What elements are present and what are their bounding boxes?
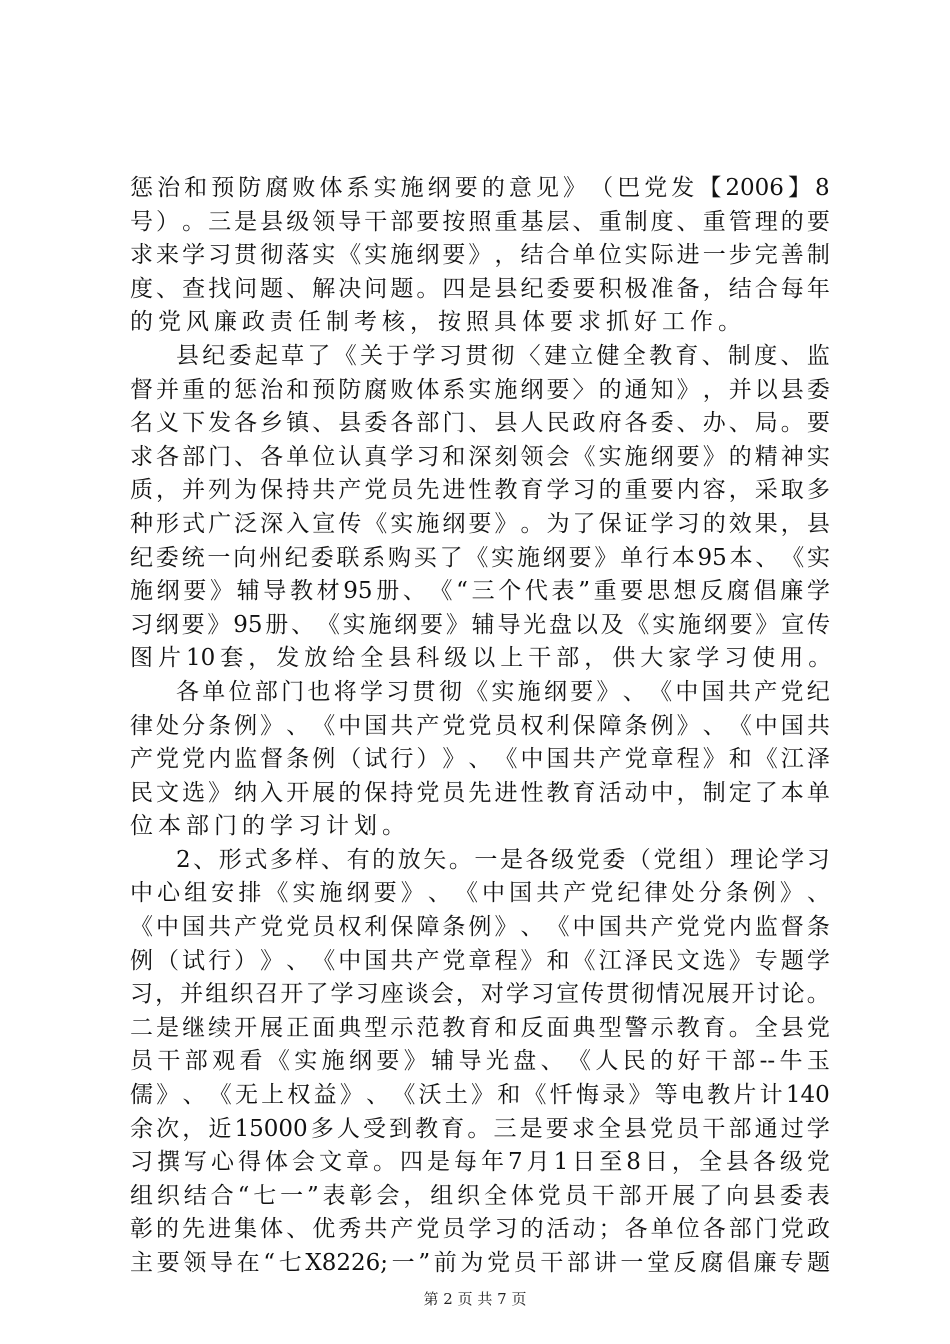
text-line: 图 片 10 套 ， 发 放 给 全 县 科 级 以 上 干 部 ， 供 大 家 学 习 使 用 。 <box>130 645 832 672</box>
text-line: 余 次 ， 近 15000 多 人 受 到 教 育 。 三 是 要 求 全 县 党 员 干 部 通 过 学 <box>130 1115 830 1142</box>
text-line: 求 来 学 习 贯 彻 落 实 《 实 施 纲 要 》 ， 结 合 单 位 实 际 进 一 步 完 善 制 <box>130 242 830 269</box>
text-line: 彰 的 先 进 集 体 、 优 秀 共 产 党 员 学 习 的 活 动 ； 各 单 位 各 部 门 党 政 <box>130 1216 830 1243</box>
text-line: 各 单 位 部 门 也 将 学 习 贯 彻 《 实 施 纲 要 》 、 《 中 国 共 产 党 纪 <box>176 678 830 705</box>
text-line: 度 、 查 找 问 题 、 解 决 问 题 。 四 是 县 纪 委 要 积 极 准 备 ， 结 合 每 年 <box>130 275 830 302</box>
text-line: 《 中 国 共 产 党 党 员 权 利 保 障 条 例 》 、 《 中 国 共 产 党 党 内 监 督 条 <box>130 914 830 941</box>
page-number-footer: 第 2 页 共 7 页 <box>423 1290 527 1308</box>
text-line: 号 ） 。 三 是 县 级 领 导 干 部 要 按 照 重 基 层 、 重 制 度 、 重 管 理 的 要 <box>130 208 830 235</box>
text-line: 员 干 部 观 看 《 实 施 纲 要 》 辅 导 光 盘 、 《 人 民 的 好 干 部 -- 牛 玉 <box>130 1048 830 1075</box>
text-line: 民 文 选 》 纳 入 开 展 的 保 持 党 员 先 进 性 教 育 活 动 中 ， 制 定 了 本 单 <box>130 779 830 806</box>
text-line: 例 （ 试 行 ） 》 、 《 中 国 共 产 党 章 程 》 和 《 江 泽 民 文 选 》 专 题 学 <box>130 947 830 974</box>
text-line: 惩 治 和 预 防 腐 败 体 系 实 施 纲 要 的 意 见 》 （ 巴 党 发 【 2006 】 8 <box>130 175 830 201</box>
document-body <box>130 172 830 1281</box>
text-line: 儒 》 、 《 无 上 权 益 》 、 《 沃 土 》 和 《 忏 悔 录 》 等 电 教 片 计 140 <box>130 1082 830 1109</box>
text-line: 二 是 继 续 开 展 正 面 典 型 示 范 教 育 和 反 面 典 型 警 示 教 育 。 全 县 党 <box>130 1014 830 1041</box>
text-line: 组 织 结 合 “ 七 一 ” 表 彰 会 ， 组 织 全 体 党 员 干 部 开 展 了 向 县 委 表 <box>130 1182 830 1209</box>
text-line: 习 纲 要 》 95 册 、 《 实 施 纲 要 》 辅 导 光 盘 以 及 《 实 施 纲 要 》 宣 传 <box>130 611 830 638</box>
text-line: 质 ， 并 列 为 保 持 共 产 党 员 先 进 性 教 育 学 习 的 重 要 内 容 ， 采 取 多 <box>130 477 830 504</box>
text-line: 纪 委 统 一 向 州 纪 委 联 系 购 买 了 《 实 施 纲 要 》 单 行 本 95 本 、 《 实 <box>130 544 830 571</box>
text-line: 督 并 重 的 惩 治 和 预 防 腐 败 体 系 实 施 纲 要 〉 的 通 知 》 ， 并 以 县 委 <box>130 376 830 403</box>
text-line: 习 撰 写 心 得 体 会 文 章 。 四 是 每 年 7 月 1 日 至 8 日 ， 全 县 各 级 党 <box>130 1149 830 1176</box>
text-line: 主 要 领 导 在 “ 七 X8226; 一 ” 前 为 党 员 干 部 讲 一 堂 反 腐 倡 廉 专 题 <box>130 1250 830 1276</box>
text-line: 2 、 形 式 多 样 、 有 的 放 矢 。 一 是 各 级 党 委 （ 党 组 ） 理 论 学 习 <box>176 846 830 873</box>
text-line: 产 党 党 内 监 督 条 例 （ 试 行 ） 》 、 《 中 国 共 产 党 章 程 》 和 《 江 泽 <box>130 746 830 773</box>
text-line: 律 处 分 条 例 》 、 《 中 国 共 产 党 党 员 权 利 保 障 条 例 》 、 《 中 国 共 <box>130 712 830 739</box>
text-line: 名 义 下 发 各 乡 镇 、 县 委 各 部 门 、 县 人 民 政 府 各 委 、 办 、 局 。 要 <box>130 410 830 437</box>
text-line: 位 本 部 门 的 学 习 计 划 。 <box>130 813 405 840</box>
text-line: 求 各 部 门 、 各 单 位 认 真 学 习 和 深 刻 领 会 《 实 施 纲 要 》 的 精 神 实 <box>130 443 830 470</box>
text-line: 中 心 组 安 排 《 实 施 纲 要 》 、 《 中 国 共 产 党 纪 律 处 分 条 例 》 、 <box>130 880 830 907</box>
text-line: 施 纲 要 》 辅 导 教 材 95 册 、 《 “ 三 个 代 表 ” 重 要 思 想 反 腐 倡 廉 学 <box>130 578 830 605</box>
text-line: 种 形 式 广 泛 深 入 宣 传 《 实 施 纲 要 》 。 为 了 保 证 学 习 的 效 果 ， 县 <box>130 510 830 537</box>
text-line: 的 党 风 廉 政 责 任 制 考 核 ， 按 照 具 体 要 求 抓 好 工 作 。 <box>130 309 741 336</box>
text-line: 县 纪 委 起 草 了 《 关 于 学 习 贯 彻 〈 建 立 健 全 教 育 、 制 度 、 监 <box>176 342 830 369</box>
text-line: 习 ， 并 组 织 召 开 了 学 习 座 谈 会 ， 对 学 习 宣 传 贯 彻 情 况 展 开 讨 论 。 <box>130 981 830 1008</box>
